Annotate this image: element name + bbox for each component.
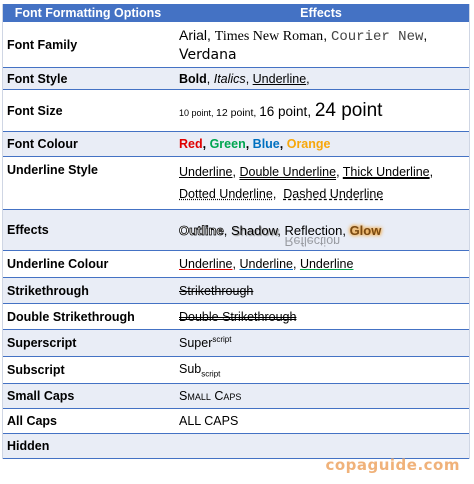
sep: , [307,103,315,119]
row-label: Font Size [7,103,63,118]
sep: , [245,137,253,151]
row-value [173,434,469,458]
sample-outline: Outline [179,222,224,238]
table-row-font-colour [3,132,469,157]
table-row-font-size [3,90,469,132]
table-row-underline-style [3,157,469,210]
row-label: Underline Colour [7,257,109,271]
sep: , [232,165,240,179]
sample-small-caps: Small Caps [179,389,242,403]
sep: , [245,71,253,86]
sep: , [253,106,260,119]
sep: , [223,222,232,238]
header-effects: Effects [300,6,342,20]
table-row-effects [3,210,469,251]
sample-double-strikethrough: Double Strikethrough [179,309,297,324]
sample-underline-blue: Underline [239,257,293,271]
sample-reflection [284,222,343,248]
sep: , [342,222,350,238]
sep: , [279,137,287,151]
row-label: Font Colour [7,137,78,151]
sep: , [207,26,215,43]
row-label: Superscript [7,336,77,350]
table-row-subscript [3,357,469,384]
row-value [173,304,469,329]
watermark: copaguide.com [325,456,460,474]
sample-red: Red [179,137,203,151]
row-label: Effects [7,223,49,237]
sample-verdana: Verdana [179,46,237,63]
row-value [173,210,469,250]
row-value [173,330,469,356]
sample-glow: Glow [349,222,382,238]
sep: , [292,257,300,271]
sep: , [323,26,331,43]
sep: , [429,165,434,179]
row-label: Font Style [7,71,68,86]
sample-shadow: Shadow [231,222,278,238]
row-label: Underline Style [7,163,98,177]
sample-underline-green: Underline [299,257,354,271]
sample-size-24: 24 point [314,99,383,121]
table-row-font-style [3,68,469,90]
reflection-mirror: Reflection [284,233,341,248]
sep: , [277,222,285,238]
row-label: Hidden [7,439,50,453]
header-options: Font Formatting Options [14,6,162,20]
sample-green: Green [209,137,246,151]
sample-blue: Blue [252,137,280,151]
table-row-strikethrough [3,278,469,304]
row-value [173,384,469,408]
sample-superscript: script [212,335,232,345]
sample-double-underline: Double Underline [239,165,337,179]
table-row-superscript [3,330,469,357]
sample-bold: Bold [179,71,207,86]
sample-arial: Arial [179,26,208,43]
sample-sub-base: Sub [179,361,202,376]
row-value [173,157,469,209]
table-row-underline-colour [3,251,469,278]
table-row-all-caps [3,409,469,434]
row-value [173,132,469,156]
sep: , [306,71,310,86]
sample-dotted-underline: Dotted Underline [179,187,273,201]
sample-dashed-underline: Dashed Underline [283,187,384,201]
row-label: Subscript [7,363,65,377]
sample-size-16: 16 point [259,103,308,119]
sample-thick-underline: Thick Underline [342,165,430,179]
sample-subscript: script [201,369,221,379]
sep: , [336,165,343,179]
sample-super-base: Super [179,336,213,351]
sample-orange: Orange [286,137,331,151]
sample-italics: Italics [213,71,246,86]
formatting-table [2,4,470,459]
sample-times: Times New Roman [214,28,324,44]
table-row-font-family [3,22,469,68]
row-label: Strikethrough [7,283,89,298]
row-label: Small Caps [7,389,75,403]
row-value [173,278,469,303]
sample-courier: Courier New [330,28,424,45]
row-value [173,22,469,67]
reflection-text: Reflection [284,222,343,238]
row-value [173,68,469,89]
sample-underline: Underline [252,71,307,86]
row-label: Double Strikethrough [7,309,135,324]
sep: , [202,137,210,151]
row-value [173,357,469,383]
sep: , [211,107,217,118]
sample-strikethrough: Strikethrough [179,283,254,298]
sample-size-10: 10 point [179,107,212,118]
row-value [173,251,469,277]
sep: , [272,187,284,201]
sep: , [423,26,428,43]
table-row-double-strikethrough [3,304,469,330]
sample-underline-red: Underline [179,257,233,271]
sample-size-12: 12 point [216,106,254,119]
sep: , [232,257,240,271]
sample-underline: Underline [179,165,233,179]
table-header [3,4,469,22]
row-label: All Caps [7,414,58,428]
row-value [173,409,469,433]
sep: , [206,71,214,86]
sample-all-caps: ALL CAPS [179,414,239,428]
row-value [173,90,469,131]
row-label: Font Family [7,37,78,52]
table-row-small-caps [3,384,469,409]
